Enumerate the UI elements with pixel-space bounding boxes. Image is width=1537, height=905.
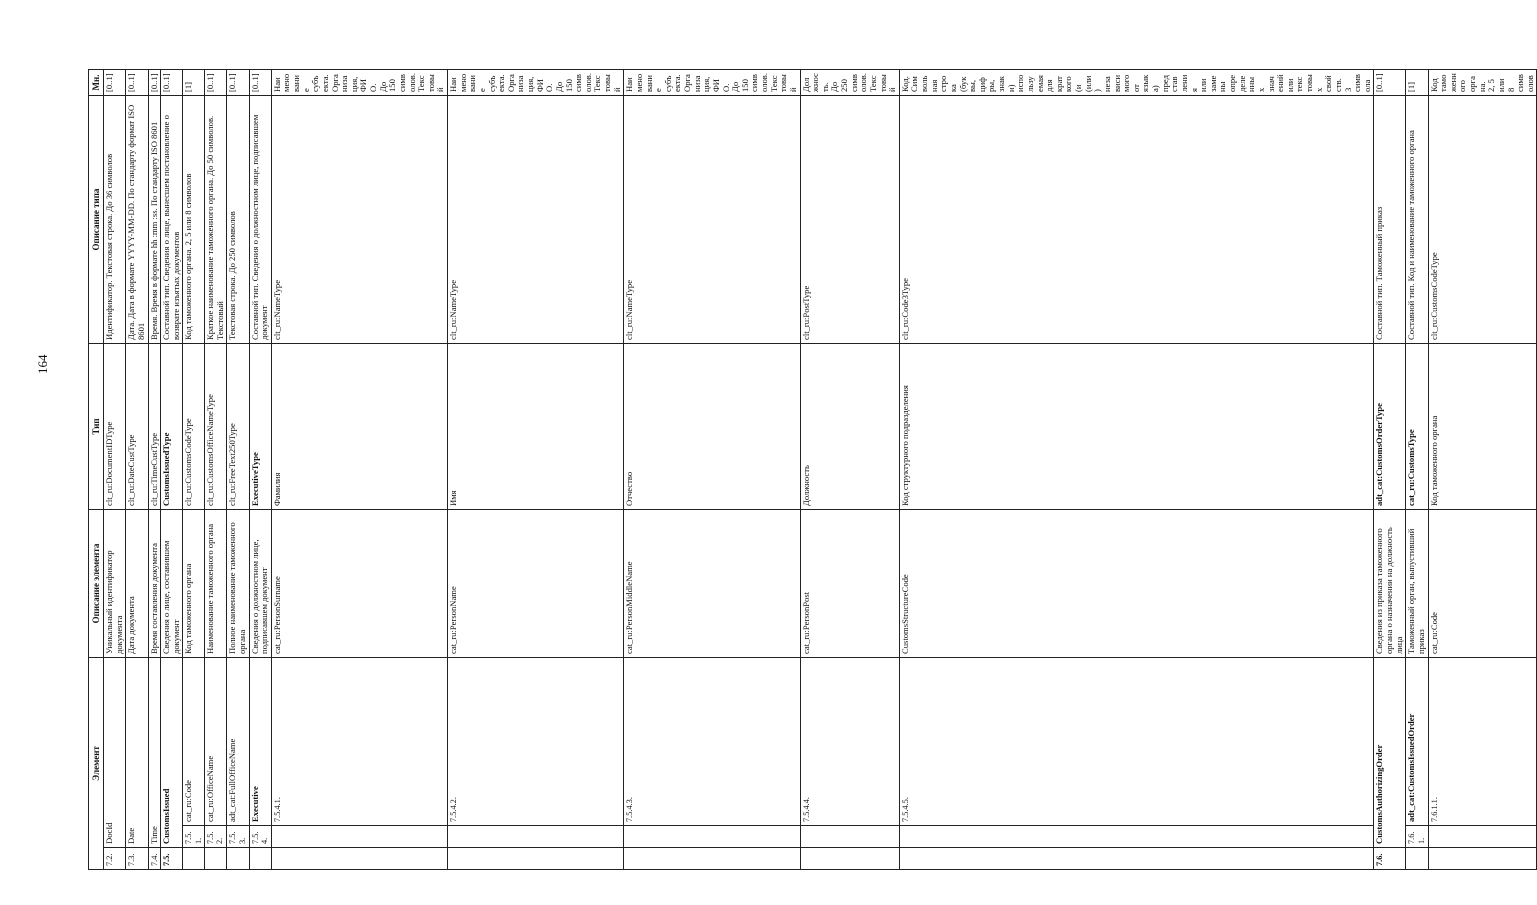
element-name: cat_ru:OfficeName [205, 658, 227, 826]
element-name: CustomsIssued [161, 658, 183, 848]
table-row [624, 70, 800, 870]
type-description: Составной тип. Сведения о лице, вынесшем постановление о возврате изъятых документов [161, 96, 183, 344]
multiplicity: [0..1] [148, 70, 161, 96]
element-description: Сведения из приказа таможенного органа о назначении на должность лица [1374, 510, 1406, 658]
element-name: adt_cat:FullOfficeName [227, 658, 249, 826]
page-number: 164 [35, 354, 50, 374]
multiplicity: [0..1] [205, 70, 227, 96]
header-description: Описание элемента [89, 510, 104, 658]
element-description: Дата документа [126, 510, 148, 658]
table-row [1374, 70, 1406, 870]
indent-cell [271, 826, 447, 848]
element-description: Время составления документа [148, 510, 161, 658]
indent-cell [1406, 848, 1428, 870]
row-number: 7.6. [1374, 848, 1406, 870]
type-description: Дата. Дата в формате YYYY-MM-DD. По стандарту формат ISO 8601 [126, 96, 148, 344]
row-number: 7.5.2. [205, 826, 227, 848]
indent-cell [271, 848, 447, 870]
header-element: Элемент [89, 658, 104, 870]
type-description: Составной тип. Код и наименование таможенного органа [1406, 96, 1428, 344]
element-description: Код таможенного органа [1428, 344, 1537, 510]
element-type: ExecutiveType [249, 344, 271, 510]
table-row [1428, 70, 1537, 870]
multiplicity: [0..1] [227, 70, 249, 96]
element-description: Код таможенного органа [183, 510, 205, 658]
indent-cell [448, 848, 624, 870]
multiplicity: [0..1] [161, 70, 183, 96]
element-description: Уникальный идентификатор документа [104, 510, 126, 658]
table-body [104, 70, 1537, 870]
type-description: Должность. До 250 символов. Текстовый [800, 70, 899, 96]
indent-cell [183, 848, 205, 870]
element-type: CustomsIssuedType [161, 344, 183, 510]
element-table [88, 69, 1537, 870]
row-number: 7.5.4.3. [624, 658, 800, 826]
row-number: 7.6.1. [1406, 826, 1428, 848]
table-row [1406, 70, 1428, 870]
table-row [161, 70, 183, 870]
element-description: Имя [448, 344, 624, 510]
row-number: 7.5.3. [227, 826, 249, 848]
element-type: clt_ru:CustomsCodeType [183, 344, 205, 510]
element-description: Полное наименование таможенного органа [227, 510, 249, 658]
indent-cell [800, 826, 899, 848]
table-row [899, 70, 1374, 870]
element-type: clt_ru:FreeText250Type [227, 344, 249, 510]
element-description: Должность [800, 344, 899, 510]
element-type: clt_ru:DateCustType [126, 344, 148, 510]
element-description: Наименование таможенного органа [205, 510, 227, 658]
element-description: Фамилия [271, 344, 447, 510]
multiplicity: [0..1] [1374, 70, 1406, 96]
type-description: Идентификатор. Текстовая строка. До 36 символов [104, 96, 126, 344]
element-type: clt_ru:TimeCustType [148, 344, 161, 510]
table-row [227, 70, 249, 870]
type-description: Текстовая строка. До 250 символов [227, 96, 249, 344]
header-multiplicity: Мн. [89, 70, 104, 96]
table-row [126, 70, 148, 870]
element-description: Код структурного подразделения [899, 344, 1374, 510]
multiplicity: [0..1] [126, 70, 148, 96]
element-type: clt_ru:NameType [448, 96, 624, 344]
element-name: cat_ru:PersonName [448, 510, 624, 658]
element-name: DocId [104, 658, 126, 848]
element-name: cat_ru:Code [1428, 510, 1537, 658]
indent-cell [249, 848, 271, 870]
header-type-description: Описание типа [89, 96, 104, 344]
element-type: adt_cat:CustomsOrderType [1374, 344, 1406, 510]
element-description: Таможенный орган, выпустивший приказ [1406, 510, 1428, 658]
element-name: Executive [249, 658, 271, 826]
element-type: clt_ru:PostType [800, 96, 899, 344]
header-type: Тип [89, 344, 104, 510]
type-description: Составной тип. Таможенный приказ [1374, 96, 1406, 344]
table-row [183, 70, 205, 870]
indent-cell [624, 826, 800, 848]
row-number: 7.5.4.2. [448, 658, 624, 826]
row-number: 7.5.4.5. [899, 658, 1374, 826]
multiplicity: [1] [1406, 70, 1428, 96]
element-type: clt_ru:CustomsCodeType [1428, 96, 1537, 344]
row-number: 7.5.4.1. [271, 658, 447, 826]
element-name: cat_ru:Code [183, 658, 205, 826]
row-number: 7.5.1. [183, 826, 205, 848]
element-name: cat_ru:PersonSurname [271, 510, 447, 658]
element-description: Сведения о лице, составившем документ [161, 510, 183, 658]
type-description: Код таможенного органа. 2, 5 или 8 символов [1428, 70, 1537, 96]
multiplicity: [0..1] [104, 70, 126, 96]
element-name: cat_ru:PersonPost [800, 510, 899, 658]
table-row [271, 70, 447, 870]
element-type: clt_ru:NameType [271, 96, 447, 344]
row-number: 7.5. [161, 848, 183, 870]
element-name: adt_cat:CustomsIssuedOrder [1406, 658, 1428, 826]
element-description: Сведения о должностном лице, подписавшем документ [249, 510, 271, 658]
indent-cell [1428, 826, 1537, 848]
element-name: Date [126, 658, 148, 848]
row-number: 7.6.1.1. [1428, 658, 1537, 826]
element-name: CustomsAuthorizingOrder [1374, 658, 1406, 848]
table-row [800, 70, 899, 870]
element-type: clt_ru:NameType [624, 96, 800, 344]
element-name: Time [148, 658, 161, 848]
table-row [148, 70, 161, 870]
indent-cell [448, 826, 624, 848]
indent-cell [624, 848, 800, 870]
element-name: cat_ru:PersonMiddleName [624, 510, 800, 658]
indent-cell [899, 848, 1374, 870]
header-row [89, 70, 104, 870]
element-type: cat_ru:CustomsType [1406, 344, 1428, 510]
table-row [104, 70, 126, 870]
rotated-table-wrapper [88, 70, 1535, 870]
indent-cell [1428, 848, 1537, 870]
type-description: Составной тип. Сведения о должностном лице, подписавшем документ [249, 96, 271, 344]
element-name: CustomsStructureCode [899, 510, 1374, 658]
table-row [249, 70, 271, 870]
row-number: 7.2. [104, 848, 126, 870]
indent-cell [227, 848, 249, 870]
type-description: Наименование субъекта. Организация, ФИО. До 150 символов. Текстовый [271, 70, 447, 96]
type-description: Наименование субъекта. Организация, ФИО. До 150 символов. Текстовый [624, 70, 800, 96]
multiplicity: [1] [183, 70, 205, 96]
type-description: Краткое наименование таможенного органа. До 50 символов. Текстовый [205, 96, 227, 344]
table-row [205, 70, 227, 870]
indent-cell [899, 826, 1374, 848]
element-type: clt_ru:CustomsOfficeNameType [205, 344, 227, 510]
row-number: 7.5.4. [249, 826, 271, 848]
element-type: clt_ru:Code3Type [899, 96, 1374, 344]
indent-cell [800, 848, 899, 870]
row-number: 7.3. [126, 848, 148, 870]
type-description: Наименование субъекта. Организация, ФИО. До 150 символов. Текстовый [448, 70, 624, 96]
type-description: Время. Время в формате hh :mm :ss. По стандарту ISO 8601 [148, 96, 161, 344]
element-description: Отчество [624, 344, 800, 510]
element-type: clt_ru:DocumentIDType [104, 344, 126, 510]
row-number: 7.4. [148, 848, 161, 870]
multiplicity: [0..1] [249, 70, 271, 96]
indent-cell [205, 848, 227, 870]
row-number: 7.5.4.4. [800, 658, 899, 826]
type-description: Код таможенного органа. 2, 5 или 8 символов [183, 96, 205, 344]
table-row [448, 70, 624, 870]
type-description: Код. Символьная строка (буквы, цифры, знаки) используемая для краткого (и (или) независимого от языка) представления или замены определенных значений или текстовых свойств. 3 символа [899, 70, 1374, 96]
